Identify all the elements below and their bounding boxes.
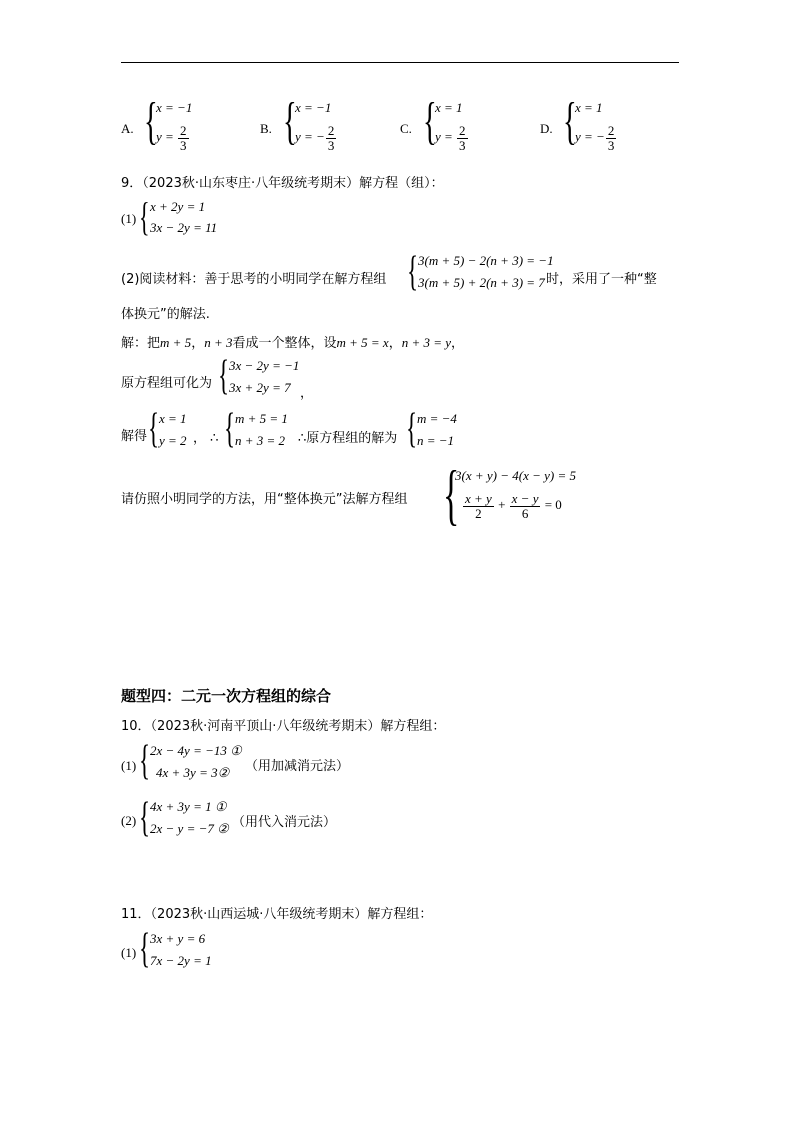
option-d-x: x = 1 [575,100,603,115]
task-frac1-den: 2 [475,505,482,521]
q9-sol-line2-eq1: 3x − 2y = −1 [229,358,300,373]
q9-p1-brace: { [139,194,150,239]
sol-line1-a: 解：把 [121,336,161,351]
option-a-label: A. [121,121,134,136]
q10-p1-eq2: 4x + 3y = 3② [156,765,230,780]
header-rule [121,62,679,63]
option-c-y-prefix: y = [435,129,457,145]
sol-line1-b: m + 5 [160,335,192,350]
q9-p2-brace: { [407,249,419,295]
q10-p1-label: (1) [121,758,137,773]
option-c-y [435,124,469,152]
option-a-y-num: 2 [180,123,187,138]
sol-line1-d: n + 3 [204,335,233,350]
sol-line1-h: n + 3 = y [401,335,452,350]
task-plus: + [498,497,506,513]
q9-task-eq2 [462,492,562,520]
sol-line1-g: ， [388,336,402,351]
option-d-label: D. [540,121,553,136]
task-frac2-den: 6 [521,505,529,521]
q9-p2-eq2: 3(m + 5) + 2(n + 3) = 7 [418,275,545,290]
q9-sol-line2-brace: { [218,353,230,399]
task-frac2-num: x − y [511,491,539,506]
q10-p1-eq1: 2x − 4y = −13 ① [150,743,242,758]
q9-p2-label: (2)阅读材料：善于思考的小明同学在解方程组 [121,272,387,287]
q10-p2-eq2: 2x − y = −7 ② [150,821,229,836]
q9-sol-line3-brace2: { [224,406,236,452]
q11-p1-brace: { [139,926,151,972]
sol-line1-f: m + 5 = x [336,335,389,350]
q10-p1-brace: { [139,738,151,784]
q10-p2-eq1: 4x + 3y = 1 ① [150,799,227,814]
option-b-label: B. [260,121,272,136]
option-c-y-den: 3 [459,137,466,153]
option-b-brace: { [283,93,297,150]
q10-p2-brace: { [139,795,151,841]
q9-p1-label: (1) [121,211,137,226]
option-a-y-den: 3 [180,137,187,153]
q9-sol-line3-eq4: n + 3 = 2 [235,433,286,448]
option-b-y-prefix: y = − [295,129,325,145]
q10-p1-note: （用加减消元法） [245,759,350,774]
q9-sol-line2-text: 原方程组可化为 [121,376,213,391]
option-d-y-prefix: y = − [575,129,605,145]
option-a-y-prefix: y = [156,129,178,145]
q9-p2-cont: 体换元”的解法. [121,307,210,322]
option-c-brace: { [423,93,437,150]
q9-sol-line3-eq5: m = −4 [417,411,457,426]
task-eq2-end: = 0 [544,497,562,513]
q9-sol-line3-eq1: x = 1 [159,411,187,426]
q9-sol-line3-brace1: { [148,406,160,452]
q9-header: 9．（2023秋·山东枣庄·八年级统考期末）解方程（组）： [121,176,444,191]
task-frac1-num: x + y [465,491,492,506]
option-c-y-num: 2 [459,123,466,138]
q9-sol-line2-end: ， [300,386,314,401]
q9-p1-eq2: 3x − 2y = 11 [150,220,218,235]
q9-task-brace: { [443,456,460,532]
q9-sol-line3-eq3: m + 5 = 1 [235,411,288,426]
q10-p2-label: (2) [121,813,137,828]
q9-task-text: 请仿照小明同学的方法，用“整体换元”法解方程组 [121,492,408,507]
q9-p1-eq1: x + 2y = 1 [150,199,206,214]
q11-p1-eq2: 7x − 2y = 1 [150,953,212,968]
sol-line1-c: ， [191,336,205,351]
q10-p2-note: （用代入消元法） [232,815,337,830]
q9-sol-line3-sep: ， ∴ [193,431,219,446]
option-a-y [156,124,190,152]
q9-sol-line3-eq6: n = −1 [417,433,455,448]
option-d-y-num: 2 [607,123,615,138]
q11-header: 11．（2023秋·山西运城·八年级统考期末）解方程组： [121,907,433,922]
q9-sol-line3-brace3: { [406,406,418,452]
q9-sol-line1 [121,332,464,351]
option-d-brace: { [563,93,577,150]
option-b-y-num: 2 [327,123,335,138]
q11-p1-eq1: 3x + y = 6 [150,931,206,946]
option-b-y-den: 3 [327,137,335,153]
option-b-y [295,124,337,152]
q9-p2-eq1: 3(m + 5) − 2(n + 3) = −1 [418,253,554,268]
option-c-x: x = 1 [435,100,463,115]
sol-line1-i: ， [451,336,465,351]
option-c-label: C. [400,121,412,136]
option-b-x: x = −1 [295,100,332,115]
option-a-x: x = −1 [156,100,193,115]
option-d-y [575,124,617,152]
q9-p2-after: 时，采用了一种“整 [546,272,657,287]
option-a-brace: { [144,93,158,150]
q9-task-eq1: 3(x + y) − 4(x − y) = 5 [455,468,576,483]
section4-title: 题型四：二元一次方程组的综合 [121,687,332,705]
sol-line1-e: 看成一个整体，设 [232,336,337,351]
q9-sol-line3-text2: ∴原方程组的解为 [298,431,398,446]
option-d-y-den: 3 [607,137,615,153]
q10-header: 10．（2023秋·河南平顶山·八年级统考期末）解方程组： [121,719,446,734]
q9-sol-line3-eq2: y = 2 [159,433,187,448]
q11-p1-label: (1) [121,945,137,960]
q9-sol-line2-eq2: 3x + 2y = 7 [229,380,291,395]
q9-sol-line3-text1: 解得 [121,429,148,444]
